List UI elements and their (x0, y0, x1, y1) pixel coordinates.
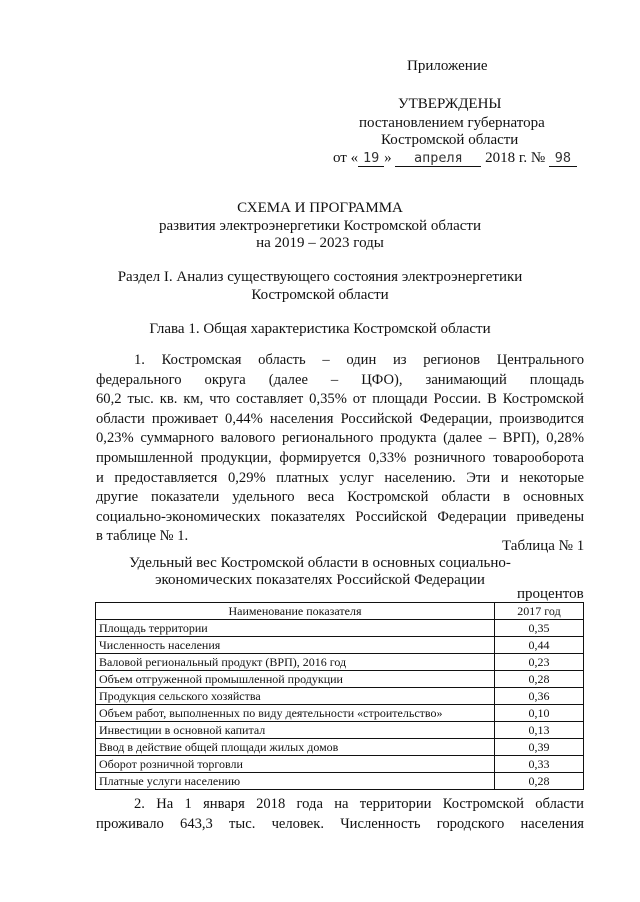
table-caption-2: экономических показателях Российской Федерации (155, 572, 485, 588)
paragraph-line: области проживает 0,44% населения Российской Федерации, производится (96, 410, 584, 427)
paragraph-line: социально-экономических показателях Российской Федерации приведены (96, 508, 584, 525)
date-close: » (384, 150, 392, 166)
row-name: Объем отгруженной промышленной продукции (96, 671, 495, 688)
column-header-name: Наименование показателя (96, 603, 495, 620)
paragraph-line: и предоставляется 0,29% платных услуг населению. Эти и некоторые (96, 469, 584, 486)
paragraph-line: 1. Костромская область – один из регионов Центрального (134, 352, 584, 368)
chapter-heading: Глава 1. Общая характеристика Костромской области (149, 321, 491, 337)
table-row (96, 756, 584, 773)
table-row (96, 637, 584, 654)
row-name: Объем работ, выполненных по виду деятельности «строительство» (96, 705, 495, 722)
document-subtitle-2: на 2019 – 2023 годы (256, 235, 384, 251)
paragraph-line: 2. На 1 января 2018 года на территории Костромской области (134, 796, 584, 812)
row-value: 0,28 (495, 773, 584, 790)
appendix-label: Приложение (407, 58, 488, 74)
paragraph-line: 0,23% суммарного валового регионального продукта (далее – ВРП), 0,28% (96, 430, 584, 447)
paragraph-line: в таблице № 1. (96, 528, 189, 545)
table-caption-1: Удельный вес Костромской области в основных социально- (129, 555, 511, 571)
column-header-year: 2017 год (495, 603, 584, 620)
table-label: Таблица № 1 (502, 538, 585, 554)
decree-date (333, 149, 577, 167)
paragraph-line: проживало 643,3 тыс. человек. Численность городского населения (96, 815, 584, 832)
row-value: 0,10 (495, 705, 584, 722)
approved-by-line: постановлением губернатора (359, 115, 545, 131)
row-name: Оборот розничной торговли (96, 756, 495, 773)
paragraph-1 (96, 351, 584, 547)
section-heading-1: Раздел I. Анализ существующего состояния электроэнергетики (117, 269, 523, 285)
date-year: 2018 г. № (485, 150, 546, 166)
decree-number: 98 (549, 151, 577, 167)
document-title: СХЕМА И ПРОГРАММА (237, 200, 403, 216)
row-name: Численность населения (96, 637, 495, 654)
table-row (96, 739, 584, 756)
indicators-table (95, 602, 584, 790)
row-value: 0,36 (495, 688, 584, 705)
row-value: 0,23 (495, 654, 584, 671)
row-name: Площадь территории (96, 620, 495, 637)
table-row (96, 654, 584, 671)
table-row (96, 671, 584, 688)
paragraph-2 (96, 795, 584, 834)
row-value: 0,13 (495, 722, 584, 739)
region-line: Костромской области (381, 132, 519, 148)
paragraph-line: федерального округа (далее – ЦФО), занимающий площадь (96, 371, 584, 388)
paragraph-line: промышленной продукции, формируется 0,33% розничного товарооборота (96, 449, 584, 466)
row-value: 0,35 (495, 620, 584, 637)
row-value: 0,28 (495, 671, 584, 688)
table-header-row (96, 603, 584, 620)
paragraph-line: 60,2 тыс. кв. км, что составляет 0,35% от площади России. В Костромской (96, 391, 584, 408)
row-name: Продукция сельского хозяйства (96, 688, 495, 705)
table-row (96, 722, 584, 739)
table-row (96, 688, 584, 705)
table-row (96, 773, 584, 790)
row-name: Инвестиции в основной капитал (96, 722, 495, 739)
row-value: 0,44 (495, 637, 584, 654)
section-heading-2: Костромской области (251, 287, 389, 303)
row-name: Ввод в действие общей площади жилых домов (96, 739, 495, 756)
row-value: 0,39 (495, 739, 584, 756)
document-subtitle-1: развития электроэнергетики Костромской области (159, 218, 481, 234)
row-value: 0,33 (495, 756, 584, 773)
date-prefix: от « (333, 150, 359, 166)
row-name: Платные услуги населению (96, 773, 495, 790)
table-row (96, 620, 584, 637)
approved-label: УТВЕРЖДЕНЫ (398, 96, 502, 112)
table-row (96, 705, 584, 722)
table-unit: процентов (517, 586, 584, 602)
date-day: 19 (358, 151, 384, 167)
row-name: Валовой региональный продукт (ВРП), 2016 год (96, 654, 495, 671)
date-month: апреля (395, 151, 481, 167)
paragraph-line: другие показатели удельного веса Костромской области в основных (96, 489, 584, 506)
